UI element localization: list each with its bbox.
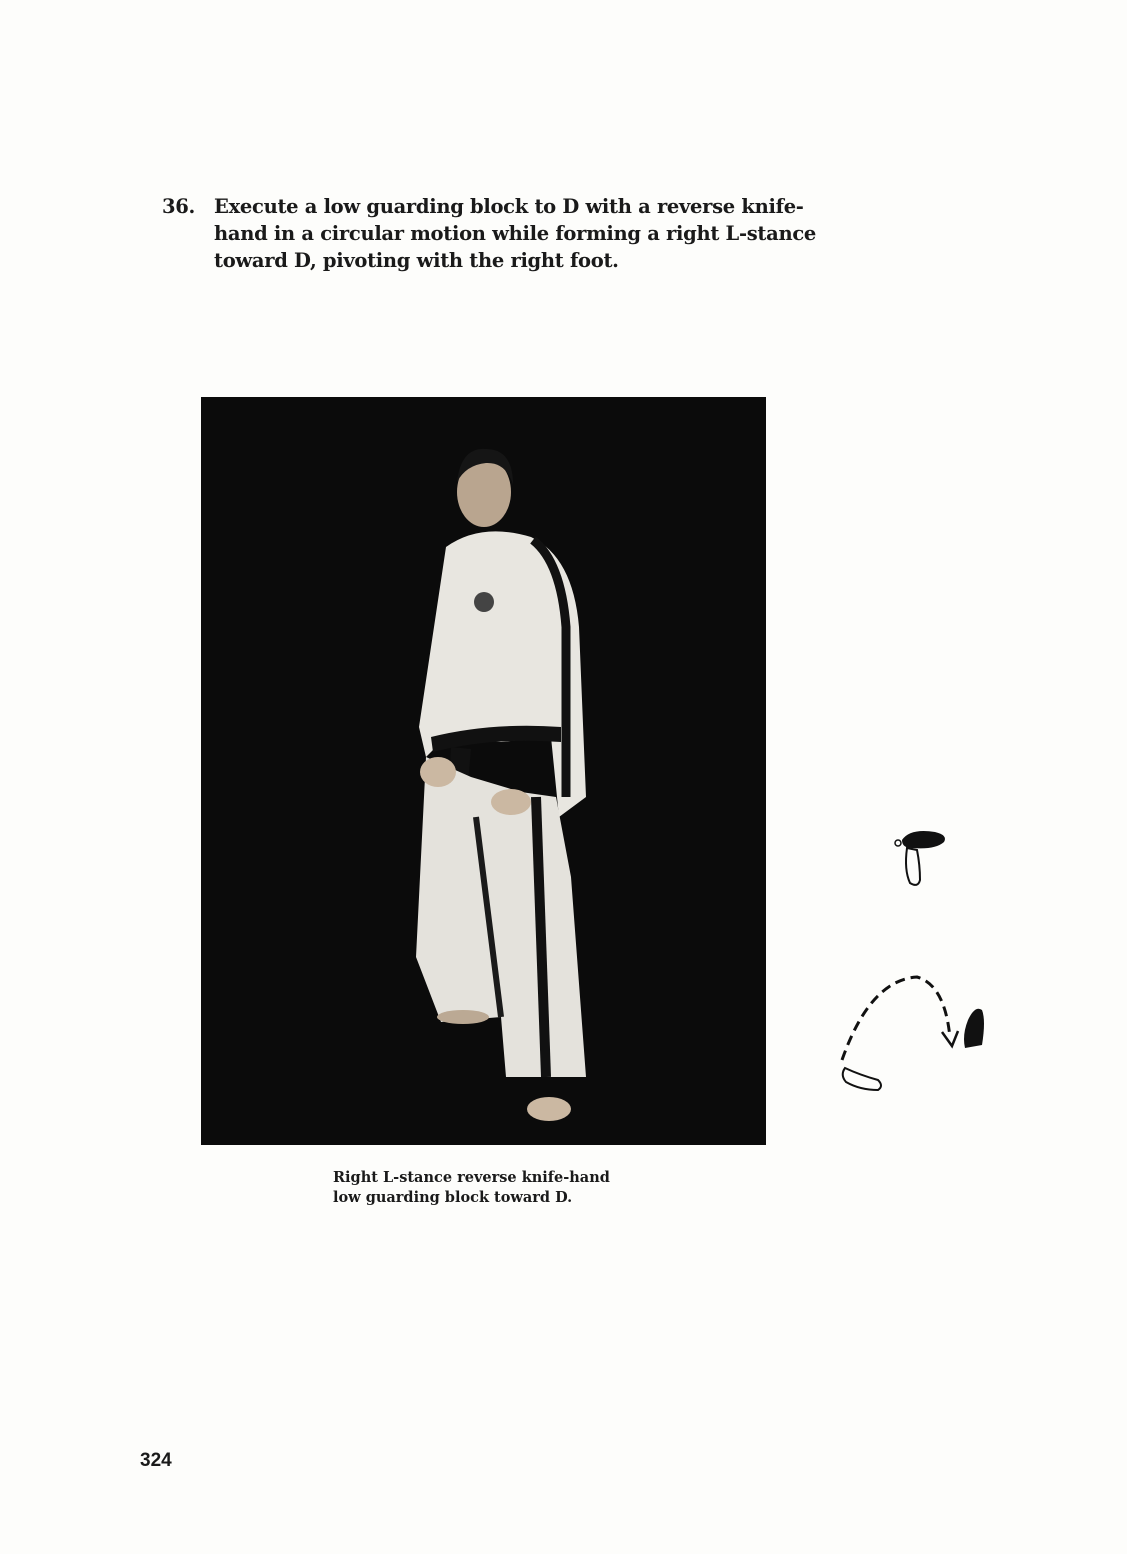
outline-footprint-icon [906, 848, 920, 885]
arrow-head-icon [942, 1031, 958, 1046]
page-number: 324 [140, 1450, 172, 1471]
step-instruction [162, 193, 862, 274]
martial-artist-photo [201, 397, 766, 1145]
step-line: hand in a circular motion while forming a right L-stance [214, 222, 817, 245]
caption-line: low guarding block toward D. [333, 1189, 573, 1206]
step-line: Execute a low guarding block to D with a reverse knife- [214, 195, 804, 218]
caption-line: Right L-stance reverse knife-hand [333, 1169, 610, 1186]
black-footprint-icon [964, 1009, 984, 1048]
movement-arrow [842, 977, 950, 1060]
figure-illustration [201, 397, 766, 1145]
black-footprint-icon [902, 831, 945, 848]
step-number: 36. [162, 195, 196, 218]
outline-footprint-icon [843, 1068, 881, 1090]
photo-caption [333, 1168, 693, 1208]
footwork-diagram [820, 810, 1020, 1110]
step-line: toward D, pivoting with the right foot. [214, 249, 619, 272]
